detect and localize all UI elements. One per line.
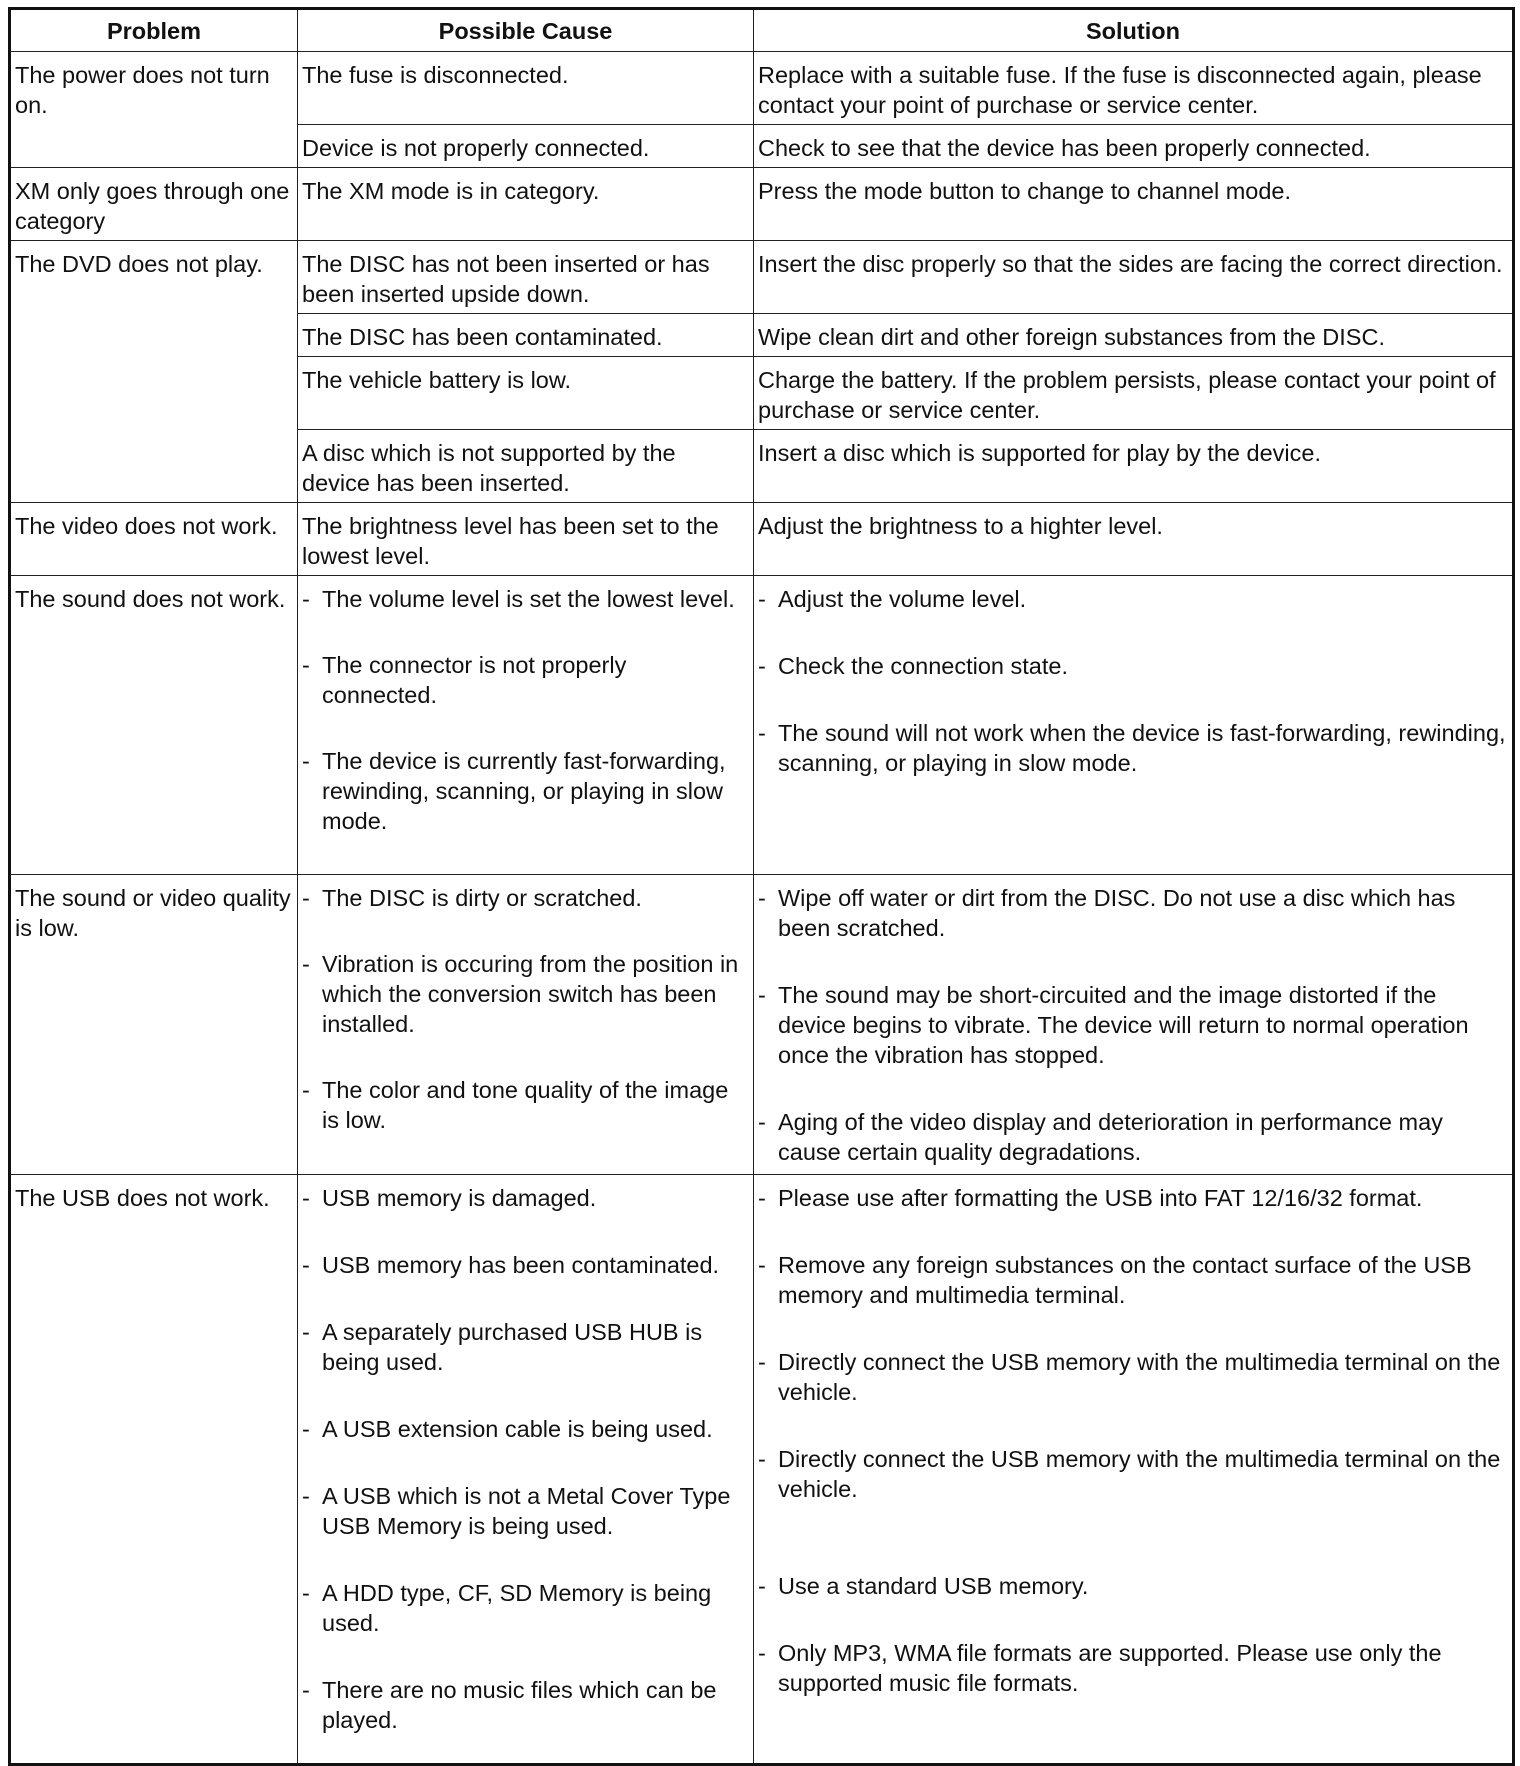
table-row	[10, 52, 1514, 125]
solution-item: - The sound may be short-circuited and the image distorted if the device begins to vibrate. The device will return to normal operation once the vibration has stopped.	[758, 980, 1506, 1070]
solution-list	[758, 1183, 1506, 1698]
header-row	[10, 9, 1514, 52]
problem-cell: The USB does not work.	[10, 1175, 298, 1765]
solution-cell: Adjust the brightness to a highter level.	[754, 503, 1514, 576]
cause-cell	[298, 576, 754, 875]
table-row	[10, 1175, 1514, 1765]
cause-list	[302, 1183, 747, 1735]
solution-cell	[754, 875, 1514, 1175]
cause-cell: The vehicle battery is low.	[298, 357, 754, 430]
solution-cell: Check to see that the device has been properly connected.	[754, 125, 1514, 168]
solution-item: - Please use after formatting the USB into FAT 12/16/32 format.	[758, 1183, 1506, 1213]
problem-cell: The sound or video quality is low.	[10, 875, 298, 1175]
cause-item: - The volume level is set the lowest level.	[302, 584, 747, 614]
problem-cell: The DVD does not play.	[10, 241, 298, 503]
solution-item: - Only MP3, WMA file formats are supported. Please use only the supported music file formats.	[758, 1638, 1506, 1698]
solution-item: - Aging of the video display and deterioration in performance may cause certain quality degradations.	[758, 1107, 1506, 1167]
solution-item: - Wipe off water or dirt from the DISC. Do not use a disc which has been scratched.	[758, 883, 1506, 943]
cause-item: - A USB which is not a Metal Cover Type USB Memory is being used.	[302, 1481, 747, 1541]
problem-cell: The sound does not work.	[10, 576, 298, 875]
solution-cell: Charge the battery. If the problem persists, please contact your point of purchase or service center.	[754, 357, 1514, 430]
cause-item: - The DISC is dirty or scratched.	[302, 883, 747, 913]
solution-item: - Adjust the volume level.	[758, 584, 1506, 614]
cause-cell	[298, 1175, 754, 1765]
cause-item: - The device is currently fast-forwarding, rewinding, scanning, or playing in slow mode.	[302, 746, 747, 836]
cause-item: - A HDD type, CF, SD Memory is being used.	[302, 1578, 747, 1638]
cause-cell: Device is not properly connected.	[298, 125, 754, 168]
solution-item: - Directly connect the USB memory with the multimedia terminal on the vehicle.	[758, 1347, 1506, 1407]
solution-list	[758, 883, 1506, 1167]
solution-cell: Insert the disc properly so that the sides are facing the correct direction.	[754, 241, 1514, 314]
cause-cell: The fuse is disconnected.	[298, 52, 754, 125]
solution-cell: Press the mode button to change to channel mode.	[754, 168, 1514, 241]
cause-item: - There are no music files which can be played.	[302, 1675, 747, 1735]
cause-cell	[298, 875, 754, 1175]
cause-list	[302, 883, 747, 1135]
solution-cell	[754, 1175, 1514, 1765]
header-possible-cause: Possible Cause	[298, 9, 754, 52]
cause-cell: A disc which is not supported by the device has been inserted.	[298, 430, 754, 503]
table-row	[10, 168, 1514, 241]
cause-item: - A separately purchased USB HUB is being used.	[302, 1317, 747, 1377]
solution-item: - The sound will not work when the device is fast-forwarding, rewinding, scanning, or playing in slow mode.	[758, 718, 1506, 778]
solution-item: - Use a standard USB memory.	[758, 1571, 1506, 1601]
cause-cell: The brightness level has been set to the lowest level.	[298, 503, 754, 576]
table-row	[10, 875, 1514, 1175]
solution-cell: Insert a disc which is supported for play by the device.	[754, 430, 1514, 503]
cause-item: - The color and tone quality of the image is low.	[302, 1075, 747, 1135]
cause-item: - USB memory is damaged.	[302, 1183, 747, 1213]
solution-cell: Replace with a suitable fuse. If the fuse is disconnected again, please contact your point of purchase or service center.	[754, 52, 1514, 125]
cause-cell: The DISC has not been inserted or has been inserted upside down.	[298, 241, 754, 314]
solution-item: - Check the connection state.	[758, 651, 1506, 681]
cause-cell: The DISC has been contaminated.	[298, 314, 754, 357]
problem-cell: The power does not turn on.	[10, 52, 298, 168]
cause-item: - A USB extension cable is being used.	[302, 1414, 747, 1444]
solution-cell: Wipe clean dirt and other foreign substances from the DISC.	[754, 314, 1514, 357]
cause-list	[302, 584, 747, 836]
table-row	[10, 241, 1514, 314]
solution-cell	[754, 576, 1514, 875]
table-row	[10, 503, 1514, 576]
table-row	[10, 576, 1514, 875]
problem-cell: XM only goes through one category	[10, 168, 298, 241]
troubleshooting-table-wrapper	[8, 7, 1515, 1766]
problem-cell: The video does not work.	[10, 503, 298, 576]
solution-item: - Directly connect the USB memory with the multimedia terminal on the vehicle.	[758, 1444, 1506, 1504]
header-solution: Solution	[754, 9, 1514, 52]
cause-cell: The XM mode is in category.	[298, 168, 754, 241]
solution-item: - Remove any foreign substances on the contact surface of the USB memory and multimedia terminal.	[758, 1250, 1506, 1310]
cause-item: - Vibration is occuring from the position in which the conversion switch has been installed.	[302, 949, 747, 1039]
troubleshooting-table	[8, 7, 1515, 1766]
cause-item: - USB memory has been contaminated.	[302, 1250, 747, 1280]
header-problem: Problem	[10, 9, 298, 52]
solution-list	[758, 584, 1506, 778]
cause-item: - The connector is not properly connected.	[302, 650, 747, 710]
